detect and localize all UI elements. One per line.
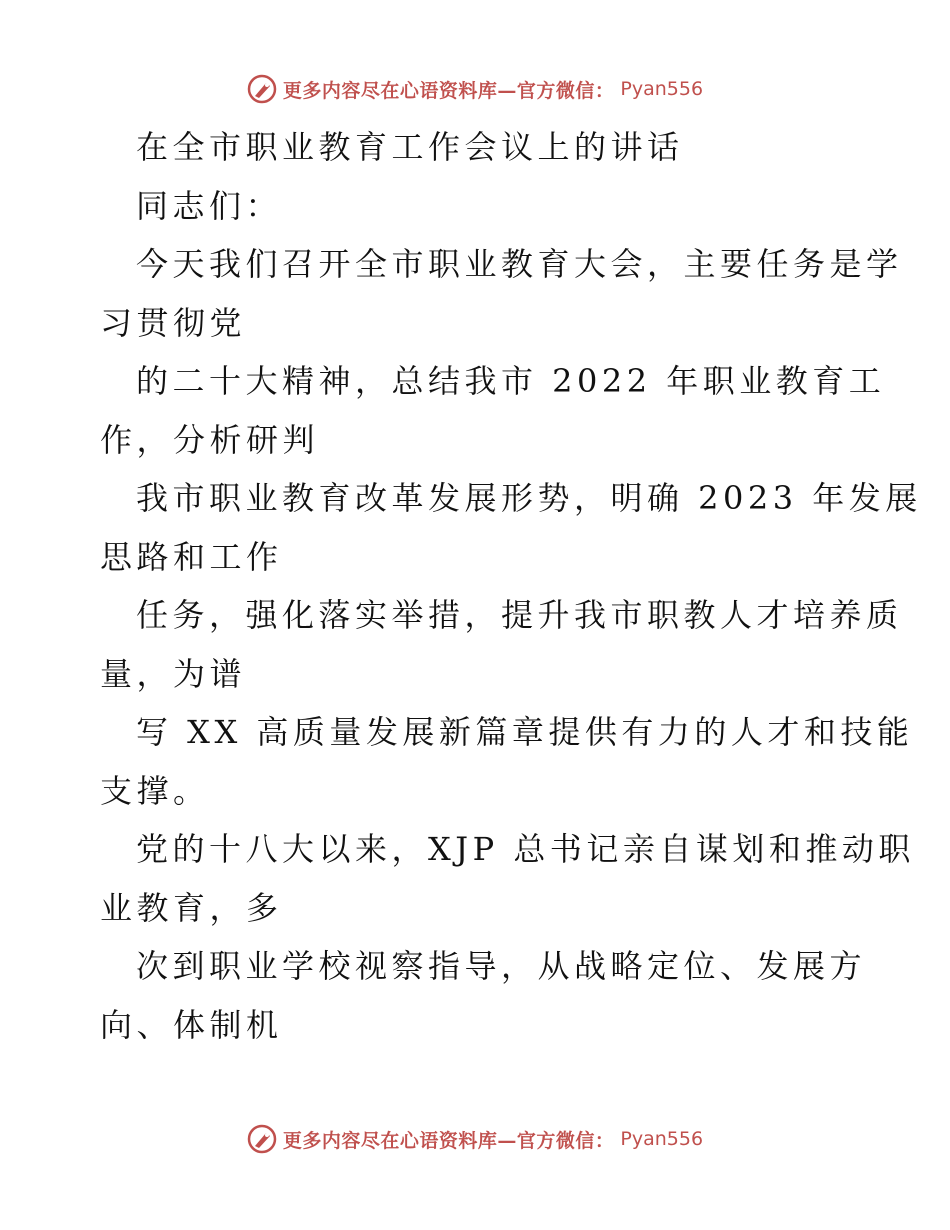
pen-nib-logo-icon	[247, 1124, 277, 1154]
text-line: 的二十大精神，总结我市 2022 年职业教育工	[136, 362, 886, 400]
text-line: 我市职业教育改革发展形势，明确 2023 年发展	[136, 479, 922, 517]
salutation: 同志们：	[136, 186, 283, 225]
watermark-text: 更多内容尽在心语资料库—官方微信：	[282, 1129, 615, 1152]
document-title: 在全市职业教育工作会议上的讲话	[136, 128, 684, 166]
text-line: 习贯彻党	[100, 303, 247, 342]
text-line: 次到职业学校视察指导，从战略定位、发展方	[136, 947, 867, 985]
text-line: 量，为谱	[100, 654, 247, 693]
text-line: 党的十八大以来，XJP 总书记亲自谋划和推动职	[136, 830, 915, 868]
text-line: 任务，强化落实举措，提升我市职教人才培养质	[136, 596, 903, 634]
watermark-wechat-id: Pyan556	[620, 1128, 704, 1150]
document-body	[100, 118, 922, 1054]
text-line: 今天我们召开全市职业教育大会，主要任务是学	[136, 245, 903, 283]
watermark-footer	[0, 1124, 950, 1154]
watermark-text: 更多内容尽在心语资料库—官方微信：	[282, 79, 615, 102]
text-line: 业教育，多	[100, 888, 283, 927]
watermark-header	[0, 74, 950, 104]
text-line: 支撑。	[100, 771, 210, 810]
text-line: 作，分析研判	[100, 420, 320, 459]
text-line: 向、体制机	[100, 1005, 283, 1044]
text-line: 思路和工作	[100, 537, 283, 576]
text-line: 写 XX 高质量发展新篇章提供有力的人才和技能	[136, 713, 914, 751]
pen-nib-logo-icon	[247, 74, 277, 104]
watermark-wechat-id: Pyan556	[620, 78, 704, 100]
